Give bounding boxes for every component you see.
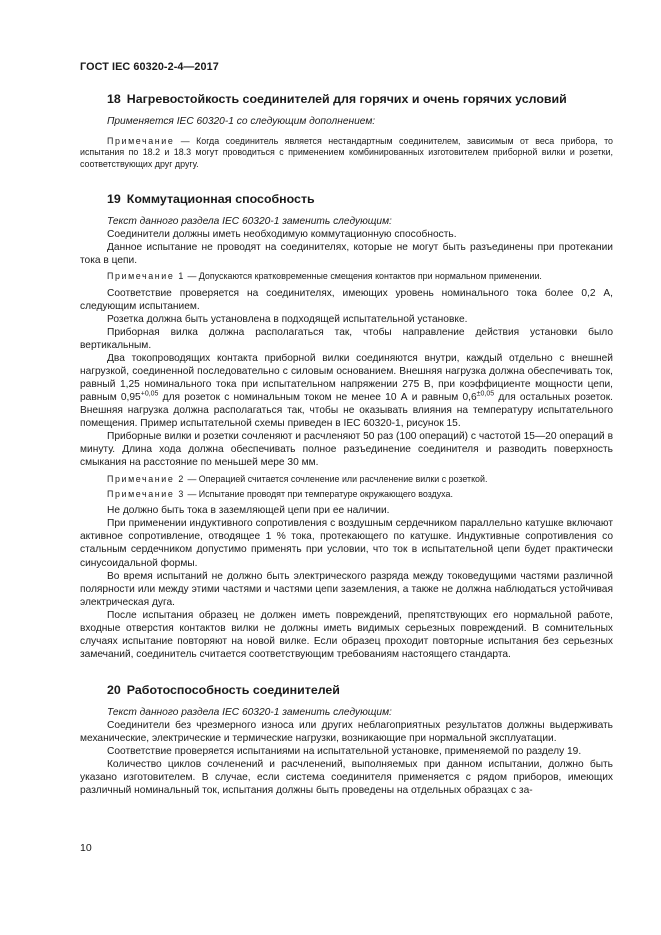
section-18-number: 18 — [107, 92, 121, 106]
paragraph: Приборные вилки и розетки сочленяют и расчленяют 50 раз (100 операций) с частотой 15—20 операций в минуту. Длина хода должна обеспечивать полное разъединение соединителя и разводить поверхность смыкания на расстояние по меньшей мере 30 мм. — [80, 431, 613, 469]
section-19-intro: Текст данного раздела IEC 60320-1 заменить следующим: — [107, 216, 392, 228]
tolerance-superscript: +0,05 — [140, 390, 159, 398]
paragraph: Количество циклов сочленений и расчленений, выполняемых при данном испытании, должно быть указано изготовителем. В случае, если система соединителя применяется с рядом приборов, имеющих различный номинальный ток, испытания должны быть проведены на отдельных образцах с за- — [80, 759, 613, 797]
section-20-intro: Текст данного раздела IEC 60320-1 заменить следующим: — [107, 706, 392, 718]
section-20-heading — [80, 683, 613, 698]
note-label: Примечание 2 — [107, 473, 185, 484]
section-18-heading — [80, 92, 613, 107]
section-18-intro: Применяется IEC 60320-1 со следующим дополнением: — [107, 116, 376, 127]
note-text: Испытание проводят при температуре окружающего воздуха. — [198, 488, 453, 499]
paragraph: Данное испытание не проводят на соединителях, которые не могут быть разъединены при протекании тока в цепи. — [80, 242, 613, 267]
note-text: Допускаются кратковременные смещения контактов при нормальном применении. — [198, 271, 542, 282]
paragraph: Не должно быть тока в заземляющей цепи при ее наличии. — [107, 505, 390, 517]
note-label: Примечание 1 — [107, 271, 185, 282]
paragraph: Во время испытаний не должно быть электрического разряда между токоведущими частями различной полярности или между этими частями и частями цепи заземления, а также не должна наблюдаться устойчивая электрическая дуга. — [80, 570, 613, 608]
note-2: Примечание 2 — Операцией считается сочленение или расчленение вилки с розеткой. — [107, 473, 488, 484]
paragraph: Розетка должна быть установлена в подходящей испытательной установке. — [107, 313, 468, 325]
page-number: 10 — [80, 842, 92, 854]
paragraph: При применении индуктивного сопротивления с воздушным сердечником параллельно катушке включают активное сопротивление, отводящее 1 % тока, протекающего по катушке. Индуктивные сопротивления со стальным сердечником допустимо применять при условии, что ток в испытательной цепи будет практически синусоидальной формы. — [80, 518, 613, 569]
tolerance-superscript: ±0,05 — [476, 390, 495, 398]
paragraph: Приборная вилка должна располагаться так, чтобы направление действия установки было вертикальным. — [80, 327, 613, 352]
section-20-number: 20 — [107, 682, 121, 697]
section-19-number: 19 — [107, 192, 121, 207]
section-18-title: Нагревостойкость соединителей для горячих и очень горячих условий — [126, 92, 567, 106]
note-text: Операцией считается сочленение или расчленение вилки с розеткой. — [198, 473, 488, 484]
note-text: Когда соединитель является нестандартным соединителем, зависимым от веса прибора, то испытания по 18.2 и 18.3 могут проводиться с применением комбинированных изготовителем приборной вилки и розетки, соответствующих друг другу. — [80, 136, 613, 169]
section-19-title: Коммутационная способность — [126, 192, 315, 207]
section-20-title: Работоспособность соединителей — [126, 682, 340, 697]
standard-header: ГОСТ IEC 60320-2-4—2017 — [80, 61, 219, 73]
paragraph: Соединители должны иметь необходимую коммутационную способность. — [107, 229, 457, 241]
paragraph: Соответствие проверяется на соединителях, имеющих уровень номинального тока более 0,2 А, следующим испытанием. — [80, 287, 613, 312]
paragraph: Два токопроводящих контакта приборной вилки соединяются внутри, каждый отдельно с внешней нагрузкой, соединенной последовательно с силовым основанием. Внешняя нагрузка должна обеспечивать ток, равный 1,25 номинального тока при испытательном напряжении 275 В, при коэффициенте мощности цепи, равным $0,95^{+0,05}$ для розеток с номинальным током не менее 10 А и равным $0,6^{\pm 0,05}$ для остальных розеток. Внешняя нагрузка должна располагаться так, чтобы не оказывать влияния на температуру испытательного помещения. Пример испытательной схемы приведен в IEC 60320-1, рисунок 15. — [80, 353, 614, 430]
page-content — [80, 92, 613, 797]
section-18-note: Примечание — Когда соединитель является нестандартным соединителем, зависимым от веса прибора, то испытания по 18.2 и 18.3 могут проводиться с применением комбинированных изготовителем приборной вилки и розетки, соответствующих друг другу. — [80, 136, 613, 169]
note-1: Примечание 1 — Допускаются кратковременные смещения контактов при нормальном применении. — [107, 271, 542, 282]
paragraph: Соединители без чрезмерного износа или других неблагоприятных результатов должны выдерживать механические, электрические и термические нагрузки, возникающие при нормальной эксплуатации. — [80, 719, 613, 744]
paragraph: После испытания образец не должен иметь повреждений, препятствующих его нормальной работе, входные отверстия контактов вилки не должны иметь видимых серьезных повреждений. В сомнительных случаях испытание повторяют на новой вилке. Если образец проходит повторные испытания без серьезных замечаний, соединитель считается соответствующим требованиям настоящего стандарта. — [80, 609, 613, 660]
note-3: Примечание 3 — Испытание проводят при температуре окружающего воздуха. — [107, 488, 453, 499]
note-label: Примечание 3 — [107, 488, 185, 499]
paragraph: Соответствие проверяется испытаниями на испытательной установке, применяемой по разделу 19. — [107, 746, 582, 758]
section-19-heading — [80, 192, 613, 207]
note-label: Примечание — [107, 136, 175, 147]
